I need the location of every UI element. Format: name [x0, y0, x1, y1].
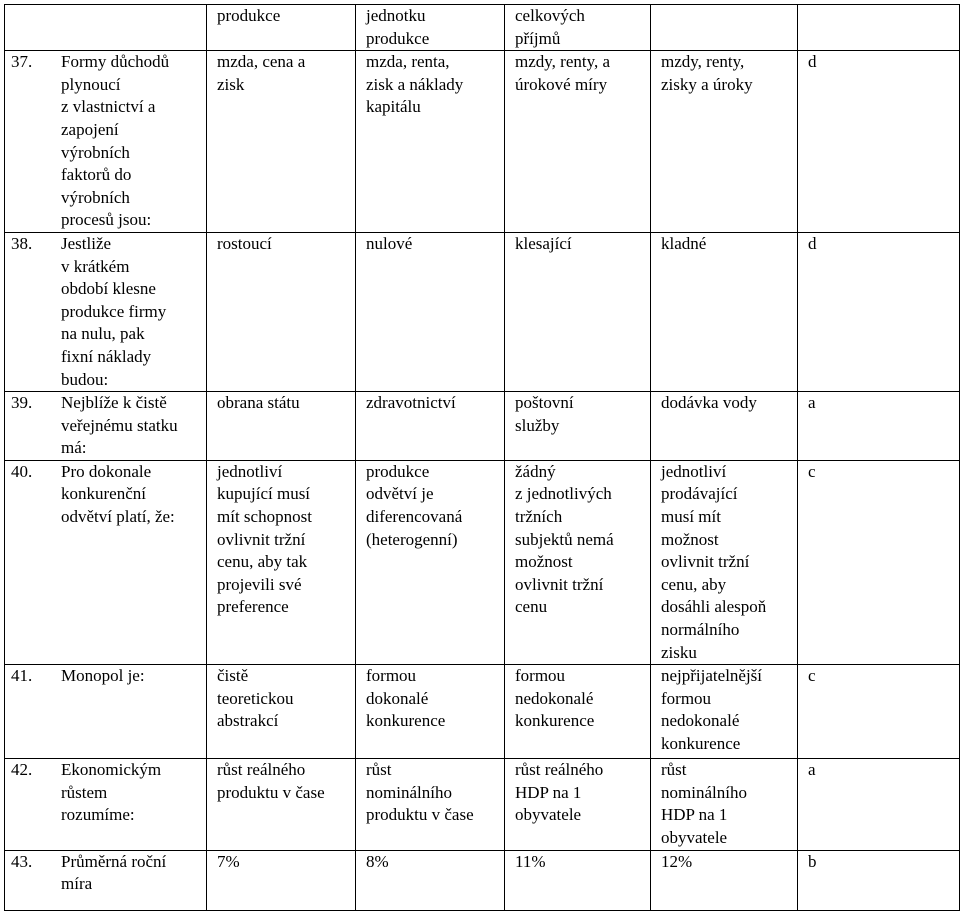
answer-line: formou — [366, 666, 417, 686]
correct-answer-cell — [798, 759, 960, 850]
question-number: 40. — [11, 461, 33, 481]
answer-line: mít schopnost — [217, 507, 312, 527]
table-row — [5, 850, 960, 910]
answer-line: preference — [217, 597, 289, 617]
answer-d-cell — [651, 5, 798, 51]
question-number: 39. — [11, 393, 33, 413]
answer-line: růst reálného — [515, 760, 604, 780]
correct-answer: b — [808, 851, 817, 871]
answer-line: 11% — [515, 851, 546, 871]
answer-line: čistě — [217, 666, 249, 686]
question-line: Jestliže — [61, 233, 112, 253]
question-line: rozumíme: — [61, 805, 135, 825]
question-line: růstem — [61, 782, 108, 802]
answer-d-cell — [651, 759, 798, 850]
answer-line: kapitálu — [366, 97, 421, 117]
answer-line: zisk a náklady — [366, 74, 464, 94]
answer-line: produkce — [366, 28, 430, 48]
question-line: Nejblíže k čistě — [61, 393, 167, 413]
answer-line: zisku — [661, 642, 697, 662]
answer-line: nominálního — [366, 782, 452, 802]
answer-line: obyvatele — [515, 805, 582, 825]
question-cell — [5, 392, 207, 461]
question-cell — [5, 665, 207, 759]
question-line: na nulu, pak — [61, 324, 145, 344]
question-line: faktorů do — [61, 165, 132, 185]
question-line: výrobních — [61, 187, 130, 207]
answer-b-cell — [356, 5, 505, 51]
answer-line: produkce — [366, 461, 430, 481]
answer-line: zisky a úroky — [661, 74, 753, 94]
answer-d-cell — [651, 392, 798, 461]
answer-line: prodávající — [661, 484, 738, 504]
answer-d-cell — [651, 460, 798, 664]
question-text — [51, 759, 206, 827]
answer-line: formou — [515, 666, 566, 686]
question-line: fixní náklady — [61, 346, 152, 366]
correct-answer-cell — [798, 665, 960, 759]
answer-d-cell — [651, 51, 798, 233]
correct-answer-cell — [798, 392, 960, 461]
answer-line: růst — [661, 760, 687, 780]
answer-line: kladné — [661, 233, 707, 253]
answer-line: kupující musí — [217, 484, 311, 504]
answer-line: HDP na 1 — [661, 805, 728, 825]
answer-line: služby — [515, 415, 560, 435]
answer-line: projevili své — [217, 574, 302, 594]
answer-line: úrokové míry — [515, 74, 608, 94]
question-line: Průměrná roční — [61, 851, 167, 871]
question-cell — [5, 850, 207, 910]
answer-line: normálního — [661, 620, 740, 640]
answer-line: mzda, cena a — [217, 52, 306, 72]
answer-line: rostoucí — [217, 233, 272, 253]
correct-answer-cell — [798, 5, 960, 51]
correct-answer-cell — [798, 460, 960, 664]
question-line: období klesne — [61, 279, 156, 299]
answer-b-cell — [356, 665, 505, 759]
answer-c-cell — [505, 460, 651, 664]
answer-b-cell — [356, 392, 505, 461]
answer-b-cell — [356, 460, 505, 664]
question-line: Pro dokonale — [61, 461, 152, 481]
answer-line: jednotliví — [217, 461, 283, 481]
question-line: Monopol je: — [61, 666, 145, 686]
answer-line: klesající — [515, 233, 572, 253]
question-line: míra — [61, 874, 93, 894]
answer-d-cell — [651, 665, 798, 759]
answer-c-cell — [505, 232, 651, 391]
answer-c-cell — [505, 5, 651, 51]
question-text — [51, 51, 206, 232]
answer-line: diferencovaná — [366, 507, 463, 527]
table-row — [5, 232, 960, 391]
answer-line: produktu v čase — [217, 782, 325, 802]
answer-c-cell — [505, 51, 651, 233]
answer-line: odvětví je — [366, 484, 434, 504]
question-line: výrobních — [61, 142, 130, 162]
answer-line: 12% — [661, 851, 693, 871]
answer-line: tržních — [515, 507, 563, 527]
question-number: 37. — [11, 52, 33, 72]
answer-line: nedokonalé — [661, 711, 740, 731]
answer-line: subjektů nemá — [515, 529, 614, 549]
answer-line: produkce — [217, 6, 281, 25]
answer-line: HDP na 1 — [515, 782, 582, 802]
answer-line: ovlivnit tržní — [515, 574, 604, 594]
question-number: 38. — [11, 233, 33, 253]
answer-line: mzdy, renty, a — [515, 52, 611, 72]
correct-answer: c — [808, 666, 816, 686]
correct-answer-cell — [798, 232, 960, 391]
correct-answer-cell — [798, 51, 960, 233]
answer-line: mzda, renta, — [366, 52, 450, 72]
table-row — [5, 51, 960, 233]
question-line: v krátkém — [61, 256, 130, 276]
table-row — [5, 460, 960, 664]
answer-line: konkurence — [366, 711, 446, 731]
answer-a-cell — [207, 232, 356, 391]
answer-a-cell — [207, 5, 356, 51]
question-line: konkurenční — [61, 484, 146, 504]
correct-answer: a — [808, 760, 816, 780]
answer-line: růst — [366, 760, 392, 780]
answer-d-cell — [651, 850, 798, 910]
question-line: plynoucí — [61, 74, 121, 94]
question-cell — [5, 460, 207, 664]
question-text — [51, 233, 206, 391]
answer-c-cell — [505, 665, 651, 759]
answer-a-cell — [207, 460, 356, 664]
answer-line: obyvatele — [661, 828, 728, 847]
answer-line: abstrakcí — [217, 711, 279, 731]
question-table — [4, 4, 960, 911]
answer-line: konkurence — [515, 711, 595, 731]
answer-line: zisk — [217, 74, 245, 94]
answer-line: nominálního — [661, 782, 747, 802]
answer-b-cell — [356, 51, 505, 233]
question-text — [51, 851, 206, 896]
answer-line: možnost — [661, 529, 719, 549]
answer-line: příjmů — [515, 28, 561, 48]
answer-a-cell — [207, 665, 356, 759]
answer-line: formou — [661, 688, 712, 708]
answer-line: 7% — [217, 851, 240, 871]
question-line: má: — [61, 438, 87, 458]
answer-line: 8% — [366, 851, 389, 871]
question-number: 42. — [11, 760, 33, 780]
answer-line: ovlivnit tržní — [217, 529, 306, 549]
answer-b-cell — [356, 759, 505, 850]
question-cell — [5, 51, 207, 233]
correct-answer: d — [808, 52, 817, 72]
answer-line: žádný — [515, 461, 556, 481]
answer-a-cell — [207, 392, 356, 461]
answer-line: možnost — [515, 552, 573, 572]
answer-line: nedokonalé — [515, 688, 594, 708]
answer-line: jednotliví — [661, 461, 727, 481]
question-line: produkce firmy — [61, 301, 167, 321]
correct-answer: a — [808, 393, 816, 413]
question-text — [51, 461, 206, 529]
question-cell — [5, 5, 207, 51]
answer-line: (heterogenní) — [366, 529, 458, 549]
answer-c-cell — [505, 759, 651, 850]
answer-line: zdravotnictví — [366, 393, 456, 413]
answer-b-cell — [356, 850, 505, 910]
answer-line: poštovní — [515, 393, 574, 413]
answer-line: ovlivnit tržní — [661, 552, 750, 572]
question-line: procesů jsou: — [61, 210, 152, 230]
answer-line: jednotku — [366, 6, 426, 25]
answer-line: nejpřijatelnější — [661, 666, 763, 686]
answer-line: produktu v čase — [366, 805, 474, 825]
question-line: z vlastnictví a — [61, 97, 156, 117]
answer-c-cell — [505, 850, 651, 910]
answer-line: cenu — [515, 597, 548, 617]
question-line: Formy důchodů — [61, 52, 170, 72]
table-row — [5, 759, 960, 850]
answer-a-cell — [207, 850, 356, 910]
answer-a-cell — [207, 51, 356, 233]
answer-line: teoretickou — [217, 688, 294, 708]
correct-answer: d — [808, 233, 817, 253]
question-line: budou: — [61, 369, 109, 389]
answer-line: růst reálného — [217, 760, 306, 780]
answer-c-cell — [505, 392, 651, 461]
table-row — [5, 5, 960, 51]
question-text — [51, 665, 206, 688]
answer-line: cenu, aby tak — [217, 552, 308, 572]
question-line: odvětví platí, že: — [61, 507, 175, 527]
question-number: 43. — [11, 851, 33, 871]
table-row — [5, 392, 960, 461]
question-cell — [5, 232, 207, 391]
answer-b-cell — [356, 232, 505, 391]
answer-line: dodávka vody — [661, 393, 757, 413]
answer-line: obrana státu — [217, 393, 300, 413]
answer-line: mzdy, renty, — [661, 52, 745, 72]
answer-line: dosáhli alespoň — [661, 597, 767, 617]
question-text — [51, 392, 206, 460]
answer-d-cell — [651, 232, 798, 391]
correct-answer: c — [808, 461, 816, 481]
answer-line: musí mít — [661, 507, 721, 527]
table-row — [5, 665, 960, 759]
question-number: 41. — [11, 666, 33, 686]
question-cell — [5, 759, 207, 850]
answer-line: cenu, aby — [661, 574, 727, 594]
answer-line: celkových — [515, 6, 585, 25]
question-line: veřejnému statku — [61, 415, 178, 435]
answer-line: nulové — [366, 233, 413, 253]
answer-line: z jednotlivých — [515, 484, 612, 504]
correct-answer-cell — [798, 850, 960, 910]
answer-line: konkurence — [661, 734, 741, 753]
answer-a-cell — [207, 759, 356, 850]
answer-line: dokonalé — [366, 688, 429, 708]
question-line: zapojení — [61, 119, 119, 139]
question-line: Ekonomickým — [61, 760, 162, 780]
